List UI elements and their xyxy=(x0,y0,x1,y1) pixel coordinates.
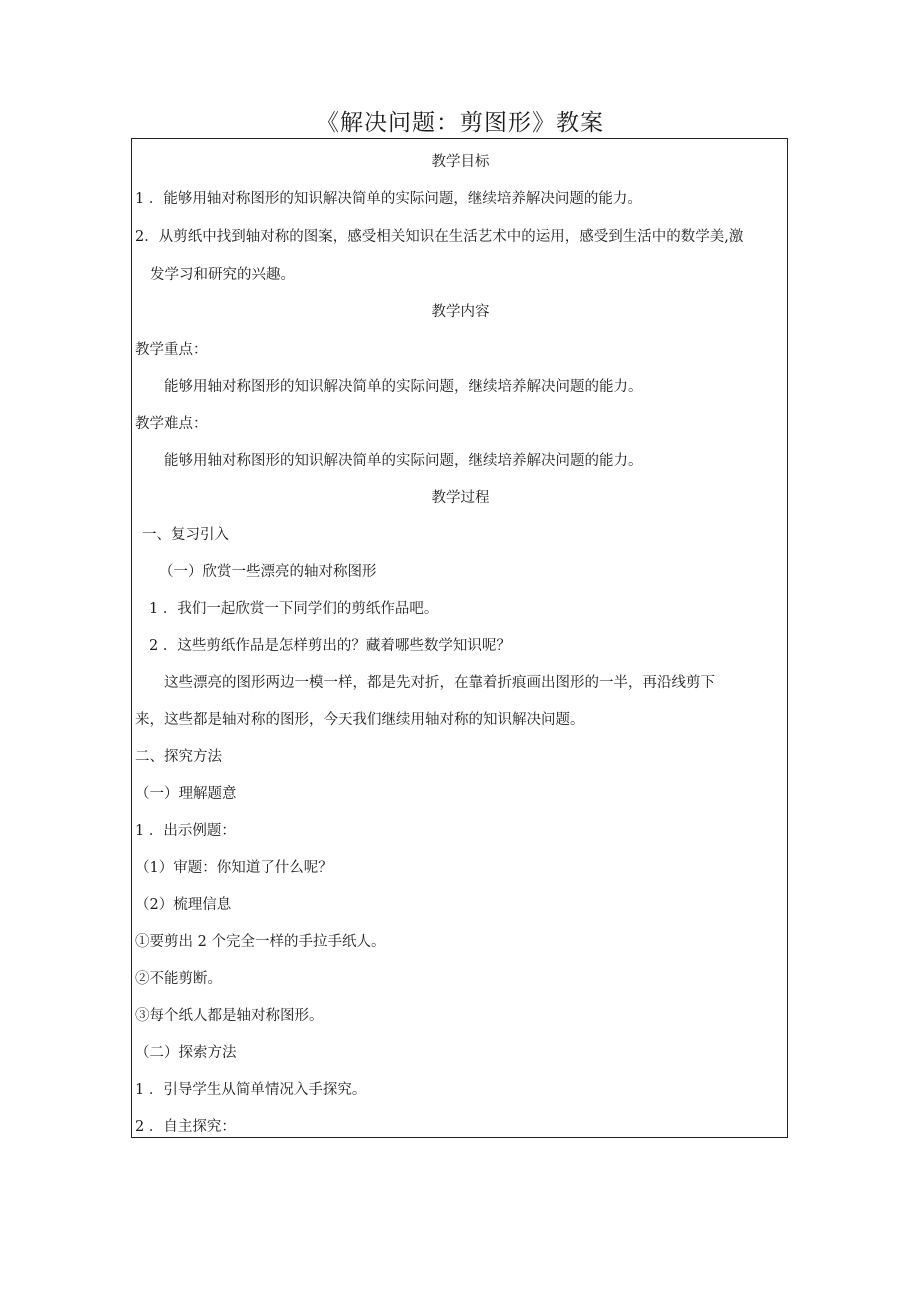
review-question: （1）审题：你知道了什么呢？ xyxy=(135,860,333,876)
info-item-3: ③每个纸人都是轴对称图形。 xyxy=(135,1008,324,1024)
info-item-1: ①要剪出 2 个完全一样的手拉手纸人。 xyxy=(135,934,386,950)
process-subheading-1: （一）欣赏一些漂亮的轴对称图形 xyxy=(159,564,377,580)
difficulty-label: 教学难点： xyxy=(135,416,208,432)
process-paragraph: 这些漂亮的图形两边一模一样，都是先对折，在靠着折痕画出图形的一半，再沿线剪下 xyxy=(164,675,715,691)
process-subheading-3: （二）探索方法 xyxy=(135,1045,237,1061)
document-title: 《解决问题：剪图形》教案 xyxy=(316,110,604,136)
explore-step-1: 1 ．引导学生从简单情况入手探究。 xyxy=(135,1082,367,1098)
process-step-2: 2 ．这些剪纸作品是怎样剪出的？藏着哪些数学知识呢？ xyxy=(149,638,511,654)
process-step-1: 1 ．我们一起欣赏一下同学们的剪纸作品吧。 xyxy=(149,601,439,617)
section-heading-content: 教学内容 xyxy=(431,304,490,320)
organize-info: （2）梳理信息 xyxy=(135,897,232,913)
section-heading-goals: 教学目标 xyxy=(431,154,490,170)
difficulty-text: 能够用轴对称图形的知识解决简单的实际问题，继续培养解决问题的能力。 xyxy=(164,453,643,469)
goal-item-1: 1 ．能够用轴对称图形的知识解决简单的实际问题，继续培养解决问题的能力。 xyxy=(135,191,642,207)
process-heading-1: 一、复习引入 xyxy=(142,527,229,543)
key-point-text: 能够用轴对称图形的知识解决简单的实际问题，继续培养解决问题的能力。 xyxy=(164,379,643,395)
goal-item-2: 2．从剪纸中找到轴对称的图案，感受相关知识在生活艺术中的运用，感受到生活中的数学美,激 xyxy=(135,229,744,245)
example-intro: 1 ．出示例题： xyxy=(135,823,236,839)
process-heading-2: 二、探究方法 xyxy=(135,749,222,765)
process-paragraph-continued: 来，这些都是轴对称的图形，今天我们继续用轴对称的知识解决问题。 xyxy=(135,712,585,728)
info-item-2: ②不能剪断。 xyxy=(135,971,222,987)
key-point-label: 教学重点： xyxy=(135,342,208,358)
section-heading-process: 教学过程 xyxy=(431,490,490,506)
explore-step-2: 2 ．自主探究： xyxy=(135,1119,236,1135)
goal-item-2-continued: 发学习和研究的兴趣。 xyxy=(150,267,295,283)
process-subheading-2: （一）理解题意 xyxy=(135,786,237,802)
lesson-plan-table xyxy=(131,138,788,1138)
